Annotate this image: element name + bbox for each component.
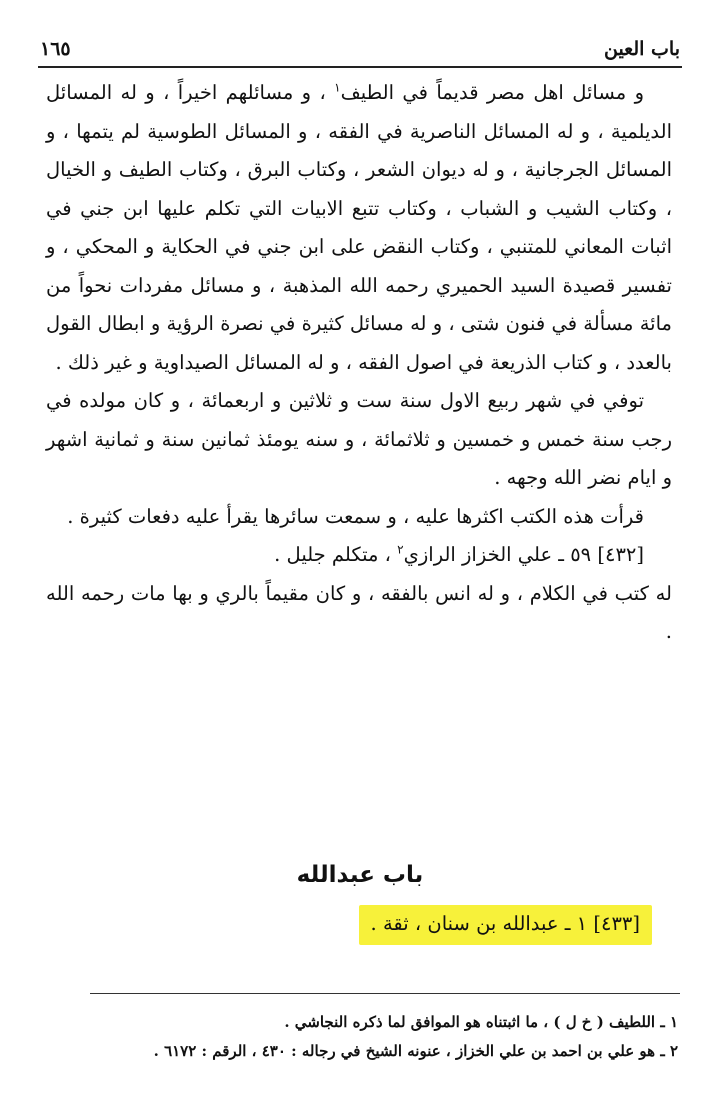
paragraph-works-rest: ، و مسائلهم اخيراً ، و له المسائل الديلمية ، و له المسائل الناصرية في الفقه ، و المسائل الطوسية لم يتمها ، و المسائل الجرجانية ، و له ديوان الشعر ، وكتاب البرق ، وكتاب الطيف و الخيال ، وكتاب الشيب و الشباب ، وكتاب تتبع الابيات التي تكلم عليها ابن جني في اثبات المعاني للمتنبي ، وكتاب النقض على ابن جني في الحكاية و المحكي ، و تفسير قصيدة السيد الحميري رحمه الله المذهبة ، و مسائل مفردات نحواً من مائة مسألة في فنون شتى ، و له مسائل كثيرة في نصرة الرؤية و ابطال القول بالعدد ، و كتاب الذريعة في اصول الفقه ، و له المسائل الصيداوية و غير ذلك . [46, 81, 672, 374]
footnotes [50, 1008, 678, 1066]
footnote-marker-2[interactable]: ٢ [397, 542, 404, 557]
footnote-2: ٢ ـ هو علي بن احمد بن علي الخزاز ، عنونه الشيخ في رجاله : ٤٣٠ ، الرقم : ٦١٧٢ . [153, 1042, 678, 1060]
paragraph-reading: قرأت هذه الكتب اكثرها عليه ، و سمعت سائرها يقرأ عليه دفعات كثيرة . [67, 504, 644, 528]
paragraph-death: توفي في شهر ربيع الاول سنة ست و ثلاثين و اربعمائة ، و كان مولده في رجب سنة خمس و خمسين و ثلاثمائة ، و سنه يومئذ ثمانين سنة و ثمانية اشهر و ايام نضر الله وجهه . [46, 389, 672, 489]
highlighted-entry-wrap [359, 905, 652, 945]
entry-432-name: [٤٣٢] ٥٩ ـ علي الخزاز الرازي [403, 543, 644, 566]
footnote-marker-1[interactable]: ١ [334, 80, 341, 95]
header-rule [38, 66, 682, 68]
main-text [46, 74, 672, 652]
entry-432-heading [46, 536, 672, 575]
footnote-1: ١ ـ اللطيف ( خ ل ) ، ما اثبتناه هو الموافق لما ذكره النجاشي . [284, 1013, 678, 1031]
highlighted-entry-433: [٤٣٣] ١ ـ عبدالله بن سنان ، ثقة . [359, 905, 652, 945]
chapter-title: باب العين [603, 38, 680, 60]
page-number: ١٦٥ [40, 38, 71, 60]
entry-432-desc: ، متكلم جليل . [274, 543, 391, 566]
section-heading: باب عبدالله [296, 862, 424, 888]
paragraph-works-start: و مسائل اهل مصر قديماً في الطيف [340, 81, 644, 104]
paragraph-works [46, 74, 672, 382]
entry-432-text: له كتب في الكلام ، و له انس بالفقه ، و كان مقيماً بالري و بها مات رحمه الله . [46, 581, 672, 643]
footnote-rule [90, 993, 680, 994]
running-header [40, 30, 680, 60]
